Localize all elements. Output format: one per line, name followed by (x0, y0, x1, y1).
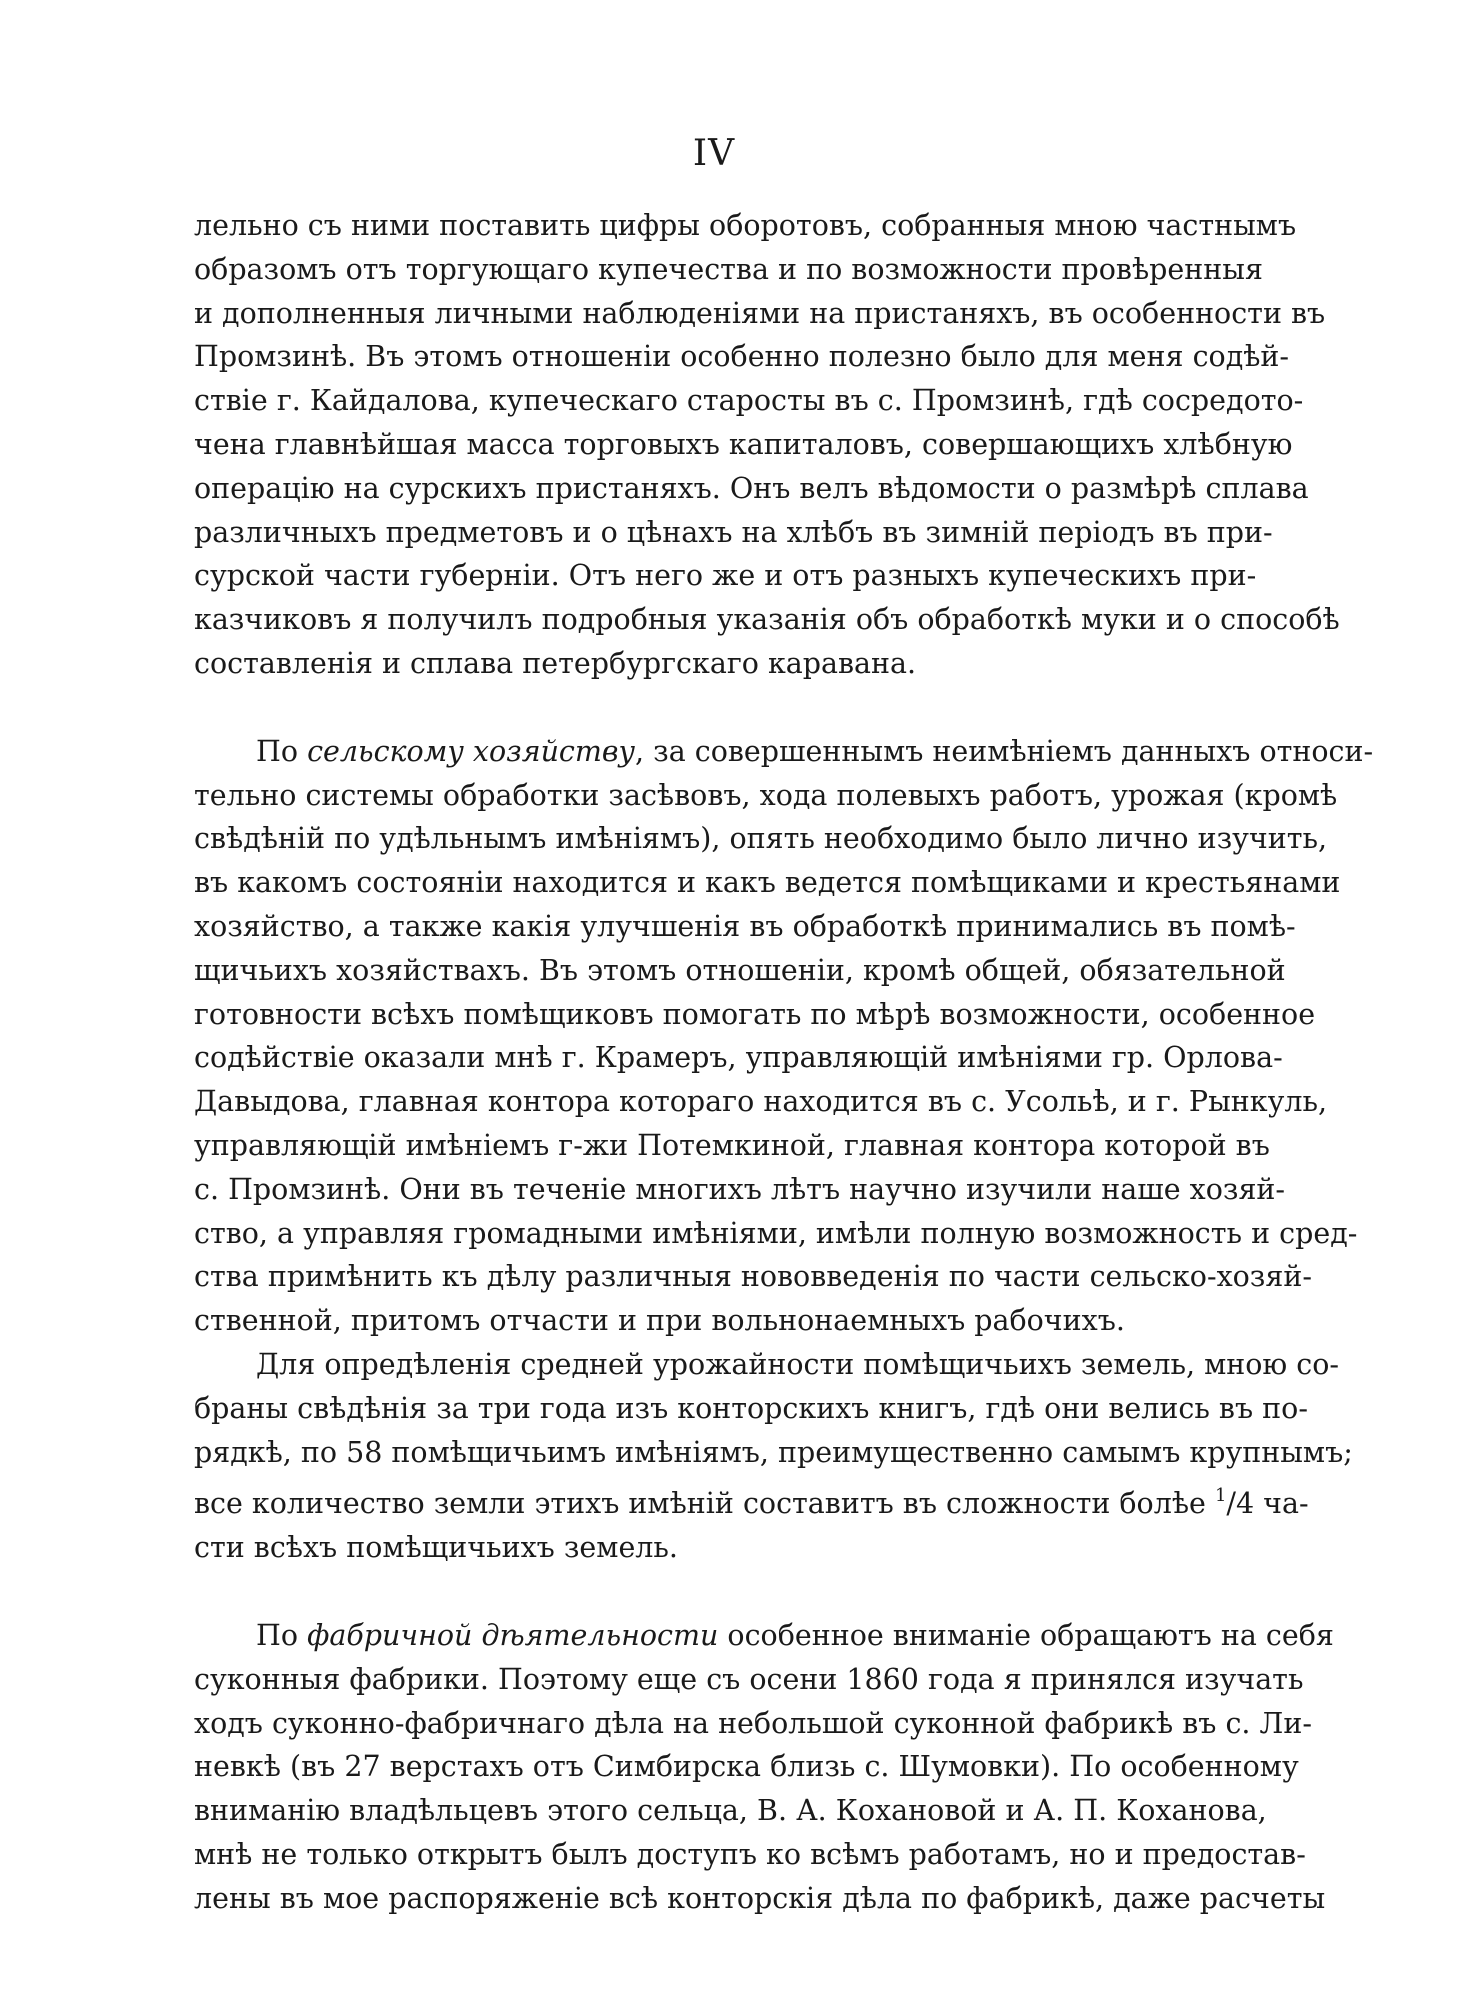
line-rest: особенное вниманiе обращаютъ на себя (718, 1618, 1334, 1652)
text-line: лены въ мое распоряженiе всѣ конторскiя дѣла по фабрикѣ, даже расчеты (194, 1881, 1326, 1915)
text-line (194, 730, 1374, 774)
text-line: вниманiю владѣльцевъ этого сельца, В. А. Кохановой и А. П. Коханова, (194, 1794, 1267, 1828)
text-line: браны свѣдѣнiя за три года изъ конторскихъ книгъ, гдѣ они велись въ по- (194, 1391, 1308, 1425)
paragraph-1 (194, 204, 1340, 686)
fraction-rest: /4 ча- (1226, 1487, 1309, 1521)
paragraph-yield (194, 1343, 1353, 1570)
italic-term: сельскому хозяйству (307, 734, 636, 768)
fraction-numerator: 1 (1214, 1485, 1227, 1507)
text-line: составленiя и сплава петербургскаго каравана. (194, 646, 917, 680)
line-text: все количество земли этихъ имѣнiй составитъ въ сложности болѣе (194, 1487, 1215, 1521)
italic-term: фабричной дѣятельности (307, 1618, 719, 1652)
text-line: невкѣ (въ 27 верстахъ отъ Симбирска близь с. Шумовки). По особенному (194, 1750, 1299, 1784)
text-line: различныхъ предметовъ и о цѣнахъ на хлѣбъ въ зимнiй перiодъ въ при- (194, 515, 1273, 549)
text-line: хозяйство, а также какiя улучшенiя въ обработкѣ принимались въ помѣ- (194, 909, 1296, 943)
text-line: въ какомъ состоянiи находится и какъ ведется помѣщиками и крестьянами (194, 866, 1341, 900)
text-line: ства примѣнить къ дѣлу различныя нововведенiя по части сельско-хозяй- (194, 1260, 1312, 1294)
text-line: с. Промзинѣ. Они въ теченiе многихъ лѣтъ научно изучили наше хозяй- (194, 1172, 1286, 1206)
text-line: Промзинѣ. Въ этомъ отношенiи особенно полезно было для меня содѣй- (194, 340, 1290, 374)
text-line: чена главнѣйшая масса торговыхъ капиталовъ, совершающихъ хлѣбную (194, 427, 1293, 461)
text-line: ственной, притомъ отчасти и при вольнонаемныхъ рабочихъ. (194, 1304, 1125, 1338)
text-line: ходъ суконно-фабричнаго дѣла на небольшой суконной фабрикѣ въ с. Ли- (194, 1706, 1312, 1740)
text-line: управляющiй имѣнiемъ г-жи Потемкиной, главная контора которой въ (194, 1128, 1270, 1162)
text-line: лельно съ ними поставить цифры оборотовъ, собранныя мною частнымъ (194, 209, 1297, 242)
text-line: ствiе г. Кайдалова, купеческаго старосты въ с. Промзинѣ, гдѣ сосредото- (194, 384, 1304, 418)
text-line (194, 1614, 1334, 1658)
text-line: Для опредѣленiя средней урожайности помѣщичьихъ земель, мною со- (256, 1347, 1340, 1381)
page-number: IV (692, 133, 736, 174)
lead-text: По (256, 1618, 308, 1652)
lead-text: По (256, 734, 308, 768)
text-line: свѣдѣнiй по удѣльнымъ имѣнiямъ), опять необходимо было лично изучить, (194, 822, 1328, 856)
text-line: тельно системы обработки засѣвовъ, хода полевыхъ работъ, урожая (кромѣ (194, 778, 1338, 812)
text-line (194, 1474, 1309, 1526)
text-line: Давыдова, главная контора котораго находится въ с. Усольѣ, и г. Рынкуль, (194, 1085, 1328, 1119)
text-line: мнѣ не только открытъ былъ доступъ ко всѣмъ работамъ, но и предостав- (194, 1837, 1306, 1871)
text-line: щичьихъ хозяйствахъ. Въ этомъ отношенiи, кромѣ общей, обязательной (194, 953, 1286, 987)
document-page (194, 128, 1374, 1948)
paragraph-factories (194, 1614, 1334, 1921)
text-line: готовности всѣхъ помѣщиковъ помогать по мѣрѣ возможности, особенное (194, 997, 1316, 1031)
text-line: суконныя фабрики. Поэтому еще съ осени 1860 года я принялся изучать (194, 1662, 1304, 1696)
text-line: образомъ отъ торгующаго купечества и по возможности провѣренныя (194, 252, 1263, 286)
text-line: ство, а управляя громадными имѣнiями, имѣли полную возможность и сред- (194, 1216, 1358, 1250)
text-line: содѣйствiе оказали мнѣ г. Крамеръ, управляющiй имѣнiями гр. Орлова- (194, 1041, 1283, 1075)
line-rest: , за совершеннымъ неимѣнiемъ данныхъ относи- (635, 734, 1374, 768)
text-line: операцiю на сурскихъ пристаняхъ. Онъ велъ вѣдомости о размѣрѣ сплава (194, 471, 1309, 505)
paragraph-agriculture (194, 730, 1374, 1343)
text-line: казчиковъ я получилъ подробныя указанiя объ обработкѣ муки и о способѣ (194, 603, 1340, 637)
text-line: сурской части губернiи. Отъ него же и отъ разныхъ купеческихъ при- (194, 559, 1257, 593)
text-line: и дополненныя личными наблюденiями на пристаняхъ, въ особенности въ (194, 296, 1326, 330)
text-line: сти всѣхъ помѣщичьихъ земель. (194, 1531, 678, 1565)
text-line: рядкѣ, по 58 помѣщичьимъ имѣнiямъ, преимущественно самымъ крупнымъ; (194, 1435, 1353, 1469)
